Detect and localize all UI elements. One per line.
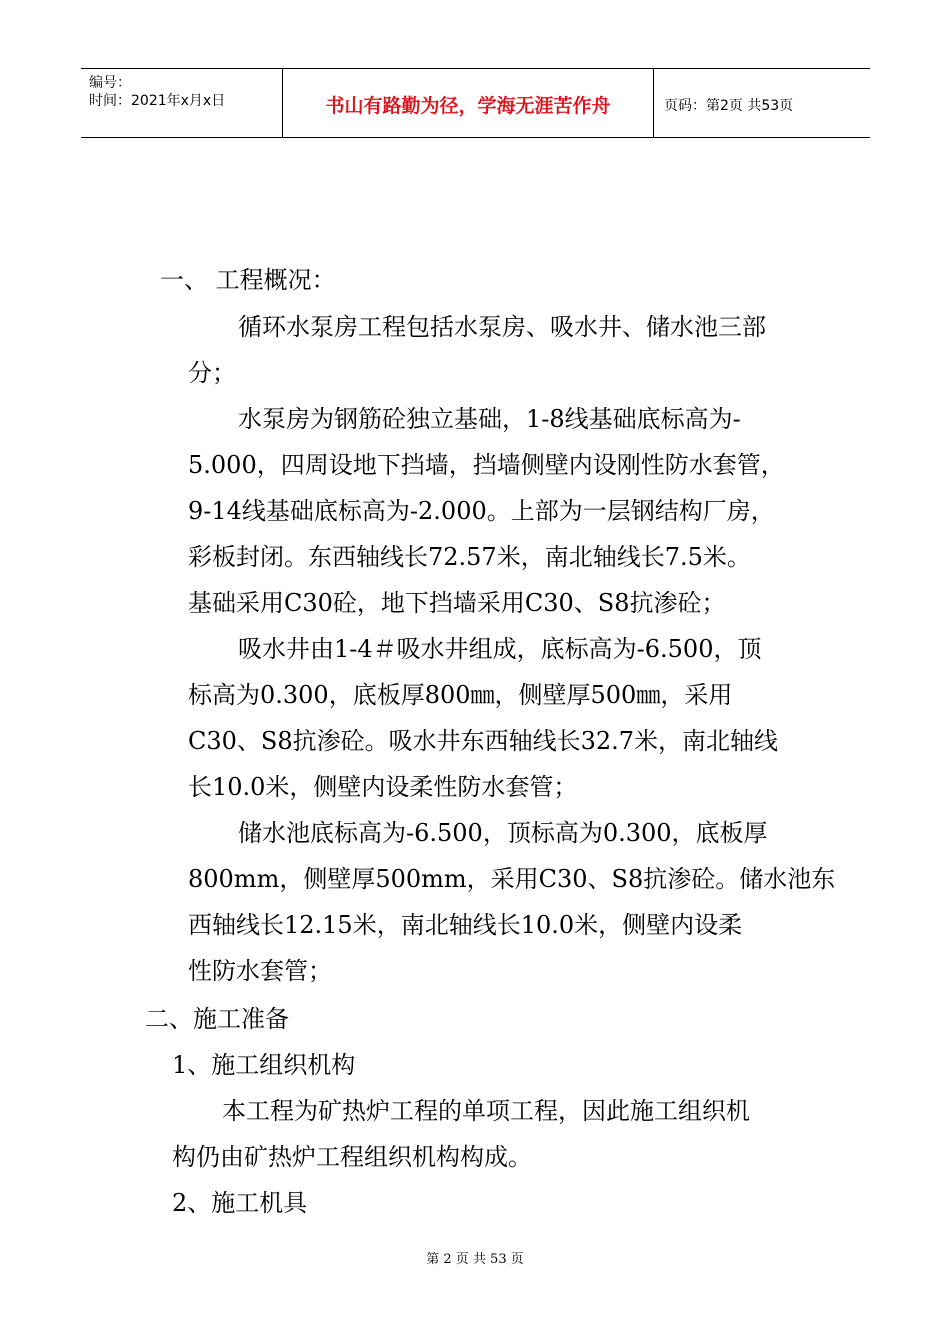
header-number-label: 编号： (89, 75, 131, 91)
paragraph-line: 吸水井由1-4＃吸水井组成，底标高为-6.500，顶 (238, 635, 762, 663)
page-footer: 第 2 页 共 53 页 (426, 1252, 524, 1267)
paragraph-line: 西轴线长12.15米，南北轴线长10.0米，侧壁内设柔 (188, 911, 743, 939)
paragraph-line: 循环水泵房工程包括水泵房、吸水井、储水池三部 (238, 313, 766, 341)
paragraph-line: C30、S8抗渗砼。吸水井东西轴线长32.7米，南北轴线 (188, 727, 779, 755)
paragraph-line: 本工程为矿热炉工程的单项工程，因此施工组织机 (222, 1097, 750, 1125)
paragraph-line: 标高为0.300，底板厚800㎜，侧壁厚500㎜，采用 (188, 681, 733, 709)
section-heading: 一、 工程概况： (160, 266, 336, 294)
paragraph-line: 长10.0米，侧壁内设柔性防水套管； (188, 773, 578, 801)
document-header (81, 68, 870, 138)
subsection-heading: 1、施工组织机构 (172, 1051, 356, 1079)
paragraph-line: 性防水套管； (188, 957, 332, 985)
paragraph-line: 800mm，侧壁厚500mm，采用C30、S8抗渗砼。储水池东 (188, 865, 836, 893)
header-meta-cell (81, 69, 283, 137)
paragraph-line: 9-14线基础底标高为-2.000。上部为一层钢结构厂房， (188, 497, 775, 525)
subsection-heading: 2、施工机具 (172, 1189, 308, 1217)
paragraph-line: 彩板封闭。东西轴线长72.57米，南北轴线长7.5米。 (188, 543, 751, 571)
header-motto-cell (283, 69, 654, 137)
section-heading: 二、施工准备 (145, 1005, 289, 1033)
paragraph-line: 基础采用C30砼，地下挡墙采用C30、S8抗渗砼； (188, 589, 726, 617)
paragraph-line: 分； (188, 359, 236, 387)
header-date: 时间：2021年x月x日 (89, 93, 226, 109)
paragraph-line: 构仍由矿热炉工程组织机构构成。 (172, 1143, 532, 1171)
header-page-cell (654, 69, 870, 137)
header-page-info: 页码：第2页 共53页 (664, 98, 794, 114)
header-motto: 书山有路勤为径，学海无涯苦作舟 (325, 95, 611, 117)
paragraph-line: 水泵房为钢筋砼独立基础，1-8线基础底标高为- (238, 405, 741, 433)
paragraph-line: 储水池底标高为-6.500，顶标高为0.300，底板厚 (238, 819, 768, 847)
paragraph-line: 5.000，四周设地下挡墙，挡墙侧壁内设刚性防水套管， (188, 451, 785, 479)
